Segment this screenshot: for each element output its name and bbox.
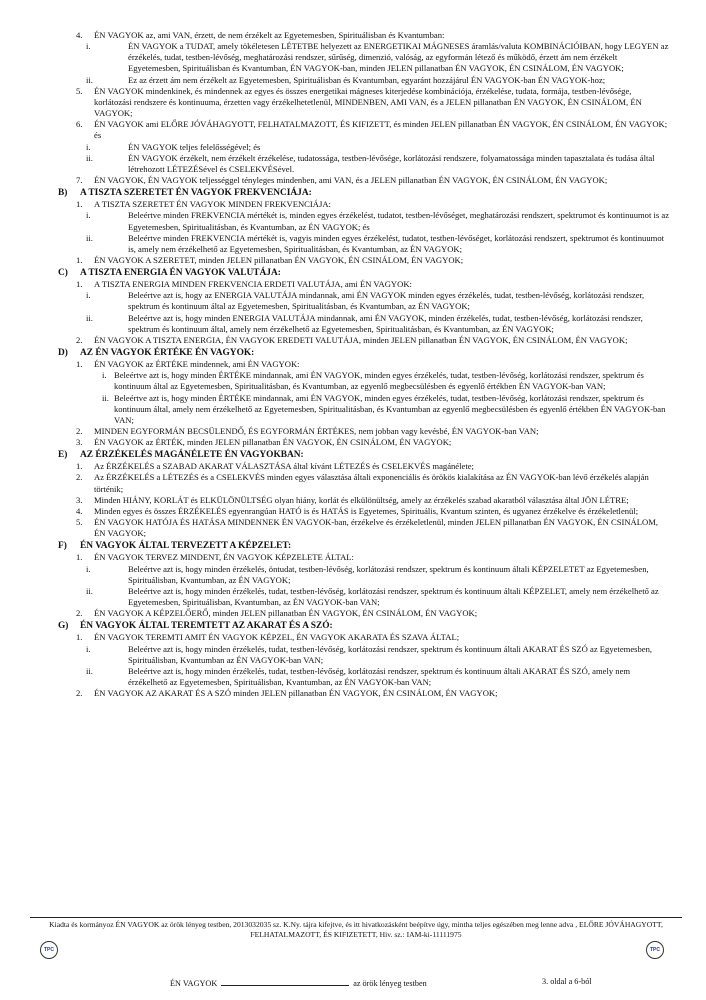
- clause-number: ii.: [86, 232, 93, 243]
- clause-number: i.: [86, 141, 91, 152]
- numbered-clause: [58, 506, 670, 517]
- clause-text: Beleértve azt is, hogy minden ÉRTÉKE mindannak, ami ÉN VAGYOK, minden egyes érzékelés, tudat, testben-lévőség, korlátozási rendszer, spektrum és kontinuum által az Egyetemesben, Spiritualitásban, és Kvantumban, az egyenlő megbecsülésben és egyenlő értékben ÉN VAGYOK-ban VAN;: [114, 370, 644, 392]
- numbered-clause: [58, 175, 670, 186]
- sub-clause: [58, 153, 670, 175]
- clause-number: 3.: [76, 437, 83, 448]
- clause-number: 1.: [76, 632, 83, 643]
- clause-text: Az ÉRZÉKELÉS a LÉTEZÉS és a CSELEKVÉS minden egyes választása általi exponenciális és örökös kialakítása az ÉN VAGYOK-ban lévő érzékelés alapján történik;: [94, 472, 649, 494]
- document-body: [58, 30, 670, 699]
- clause-text: MINDEN EGYFORMÁN BECSÜLENDŐ, ÉS EGYFORMÁN ÉRTÉKES, nem jobban vagy kevésbé, ÉN VAGYOK-ban VAN;: [94, 426, 539, 436]
- clause-number: i.: [86, 643, 91, 654]
- clause-text: Beleértve azt is, hogy minden érzékelés, tudat, testben-lévőség, korlátozási rendszer, spektrum és kontinuum általi AKARAT ÉS SZÓ, amely nem érzékelhető az Egyetemesben, Spirituálisban, Kvantumban, az ÉN VAGYOK-ban VAN;: [128, 665, 631, 687]
- numbered-clause: [58, 437, 670, 448]
- section-heading: [58, 187, 670, 199]
- clause-text: ÉN VAGYOK A KÉPZELŐERŐ, minden JELEN pillanatban ÉN VAGYOK, ÉN CSINÁLOM, ÉN VAGYOK;: [94, 608, 478, 619]
- clause-number: 2.: [76, 426, 83, 436]
- signature-block: [170, 977, 427, 989]
- sub-clause: [58, 644, 670, 666]
- clause-text: Az ÉRZÉKELÉS a SZABAD AKARAT VÁLASZTÁSA által kívánt LÉTEZÉS és CSELEKVÉS magánélete;: [94, 461, 474, 472]
- numbered-clause: [58, 199, 670, 210]
- section-letter: C): [58, 268, 68, 279]
- seal-logo-right: TPC: [646, 941, 664, 959]
- numbered-clause: [58, 461, 670, 472]
- clause-number: 1.: [76, 279, 83, 290]
- section-heading: [58, 347, 670, 359]
- clause-text: Minden HIÁNY, KORLÁT és ELKÜLÖNÜLTSÉG olyan hiány, korlát és elkülönültség, amely az érzékelés szabad akaratból választása által JÖN LÉTRE;: [94, 494, 629, 505]
- clause-number: 1.: [76, 461, 83, 472]
- clause-text: Minden egyes és összes ÉRZÉKELÉS egyenrangúan HATÓ is és HATÁS is Egyetemes, Spirituális, Kvantum szinten, és ugyanez érzékelve és érzékeletlenül;: [94, 505, 639, 516]
- sub-clause: [58, 142, 670, 153]
- numbered-clause: [58, 335, 670, 346]
- numbered-clause: [58, 495, 670, 506]
- clause-number: i.: [102, 370, 107, 381]
- clause-number: 2.: [76, 608, 83, 619]
- clause-text: ÉN VAGYOK TERVEZ MINDENT, ÉN VAGYOK KÉPZELETE ÁLTAL:: [94, 552, 354, 563]
- section-letter: B): [58, 188, 68, 199]
- clause-number: 2.: [76, 472, 83, 483]
- clause-number: 3.: [76, 494, 83, 505]
- section-heading: [58, 267, 670, 279]
- numbered-clause: [58, 255, 670, 266]
- page-number: 3. oldal a 6-ból: [542, 977, 592, 986]
- sub-clause: [58, 586, 670, 608]
- clause-number: 1.: [76, 552, 83, 563]
- clause-text: Beleértve minden FREKVENCIA mértékét is, vagyis minden egyes érzékelést, tudatot, testben-lévőséget, korlátozási rendszert, spektrumot és kontinuumot is, amely nem érzékelhető az Egyetemesben, Spiritualitásban, és Kvantumban, az ÉN VAGYOK;: [128, 232, 665, 254]
- clause-text: ÉN VAGYOK mindenkinek, és mindennek az egyes és összes energetikai mágneses kiterjedése kombinációja, érzékelése, tudata, formája, testben-lévősége, korlátozási rendszere és kontinuuma, érzetten vagy érzékelhetetlenül, MINDENBEN, AMI VAN, és a JELEN pillanatban ÉN VAGYOK, ÉN CSINÁLOM, ÉN VAGYOK;: [94, 85, 642, 119]
- clause-text: Beleértve azt is, hogy minden ENERGIA VALUTÁJA mindannak, ami ÉN VAGYOK, minden érzékelés, tudat, testben-lévőség, korlátozási rendszer, spektrum és kontinuum által, amely nem érzékelhető az Egyetemesben, Spiritualitásban, és Kvantumban, az ÉN VAGYOK;: [128, 312, 643, 334]
- clause-number: 5.: [76, 85, 83, 96]
- footer-notice: Kiadta és kormányoz ÉN VAGYOK az örök lényeg testben, 2013032035 sz. K.Ny. tájra kifejtve, és itt hivatkozásként beépítve úgy, mintha teljes egészében meg lenne adva , ELŐRE JÓVÁHAGYOTT, FELHATALMAZOTT, ÉS KIFIZETETT, Hiv. sz.: IAM-ki-11111975: [49, 920, 663, 939]
- sub-clause: [58, 290, 670, 312]
- clause-text: Beleértve azt is, hogy az ENERGIA VALUTÁJA mindannak, ami ÉN VAGYOK minden egyes érzékelés, tudat, testben-lévőség, korlátozási rendszer, spektrum és kontinuum által az Egyetemesben, Spiritualitásban, és Kvantumban, az ÉN VAGYOK;: [128, 290, 645, 312]
- clause-number: 4.: [76, 30, 83, 40]
- clause-text: ÉN VAGYOK, ÉN VAGYOK teljességgel tényleges mindenben, ami VAN, és a JELEN pillanatban ÉN VAGYOK, ÉN CSINÁLOM, ÉN VAGYOK;: [94, 175, 608, 186]
- clause-text: Beleértve azt is, hogy minden érzékelés, öntudat, testben-lévőség, korlátozási rendszer, spektrum és kontinuum általi KÉPZELETET az Egyetemesben, Spirituálisban, Kvantumban, az ÉN VAGYOK;: [128, 563, 649, 585]
- clause-text: Ez az érzett ám nem érzékelt az Egyetemesben, Spirituálisban és Kvantumban, egyaránt hozzájárul ÉN VAGYOK-ban ÉN VAGYOK-hoz;: [128, 74, 606, 85]
- clause-text: ÉN VAGYOK érzékelt, nem érzékelt érzékelése, tudatossága, testben-lévősége, korlátozási rendszere, folyamatossága minden tapasztalata és tudása által létrehozott LÉTEZÉSével és CSELEKVÉSével.: [128, 152, 655, 174]
- numbered-clause: [58, 472, 670, 494]
- clause-text: Beleértve minden FREKVENCIA mértékét is, minden egyes érzékelést, tudatot, testben-lévőséget, meghatározási rendszert, spektrumot és kontinuumot is az Egyetemesben, Spiritualitásban, és Kvantumban, az ÉN VAGYOK; és: [128, 210, 670, 232]
- numbered-clause: [58, 688, 670, 699]
- sub-clause: [58, 370, 670, 392]
- clause-number: 2.: [76, 688, 83, 699]
- clause-text: Beleértve azt is, hogy minden ÉRTÉKE mindannak, ami ÉN VAGYOK, minden egyes érzékelés, tudat, testben-lévőség, korlátozási rendszer, spektrum és kontinuum által, amely nem érzékelhető az Egyetemesben, Spiritualitásban, és Kvantumban az egyenlő megbecsülésben és egyenlő értékben ÉN VAGYOK-ban VAN;: [114, 392, 666, 425]
- sub-clause: [58, 75, 670, 86]
- clause-text: ÉN VAGYOK ami ELŐRE JÓVÁHAGYOTT, FELHATALMAZOTT, ÉS KIFIZETT, és minden JELEN pillanatban ÉN VAGYOK, ÉN CSINÁLOM, ÉN VAGYOK; és: [94, 119, 668, 141]
- sub-clause: [58, 393, 670, 426]
- clause-number: i.: [86, 290, 91, 301]
- section-title: ÉN VAGYOK ÁLTAL TEREMTETT AZ AKARAT ÉS A SZÓ:: [80, 621, 333, 632]
- clause-number: 1.: [76, 254, 83, 265]
- numbered-clause: [58, 119, 670, 141]
- numbered-clause: [58, 632, 670, 643]
- clause-text: ÉN VAGYOK A SZERETET, minden JELEN pillanatban ÉN VAGYOK, ÉN CSINÁLOM, ÉN VAGYOK;: [94, 254, 464, 265]
- clause-number: 1.: [76, 199, 83, 210]
- clause-number: 1.: [76, 359, 83, 370]
- numbered-clause: [58, 359, 670, 370]
- clause-text: ÉN VAGYOK az ÉRTÉK, minden JELEN pillanatban ÉN VAGYOK, ÉN CSINÁLOM, ÉN VAGYOK;: [94, 437, 452, 448]
- section-heading: [58, 620, 670, 632]
- clause-number: 7.: [76, 175, 83, 186]
- numbered-clause: [58, 279, 670, 290]
- clause-number: i.: [86, 210, 91, 221]
- clause-text: ÉN VAGYOK TEREMTI AMIT ÉN VAGYOK KÉPZEL, ÉN VAGYOK AKARATA ÉS SZAVA ÁLTAL;: [94, 632, 460, 643]
- section-title: A TISZTA SZERETET ÉN VAGYOK FREKVENCIÁJA:: [80, 188, 312, 199]
- clause-number: 6.: [76, 119, 83, 130]
- sub-clause: [58, 313, 670, 335]
- clause-number: ii.: [86, 312, 93, 323]
- section-letter: G): [58, 621, 69, 632]
- sub-clause: [58, 666, 670, 688]
- numbered-clause: [58, 608, 670, 619]
- sub-clause: [58, 41, 670, 74]
- clause-number: 2.: [76, 334, 83, 345]
- section-heading: [58, 540, 670, 552]
- clause-text: ÉN VAGYOK AZ AKARAT ÉS A SZÓ minden JELEN pillanatban ÉN VAGYOK, ÉN CSINÁLOM, ÉN VAGYOK;: [94, 688, 498, 699]
- section-title: AZ ÉN VAGYOK ÉRTÉKE ÉN VAGYOK:: [80, 348, 255, 359]
- sub-clause: [58, 564, 670, 586]
- sub-clause: [58, 210, 670, 232]
- section-letter: E): [58, 450, 68, 461]
- clause-number: ii.: [102, 392, 109, 403]
- clause-text: A TISZTA SZERETET ÉN VAGYOK MINDEN FREKVENCIÁJA:: [94, 199, 331, 210]
- numbered-clause: [58, 552, 670, 563]
- signature-blank: [221, 977, 349, 986]
- section-letter: D): [58, 348, 68, 359]
- clause-number: i.: [86, 41, 91, 52]
- clause-text: ÉN VAGYOK A TISZTA ENERGIA, ÉN VAGYOK EREDETI VALUTÁJA, minden JELEN pillanatban ÉN VAGYOK, ÉN CSINÁLOM, ÉN VAGYOK;: [94, 334, 628, 345]
- clause-text: Beleértve azt is, hogy minden érzékelés, tudat, testben-lévőség, korlátozási rendszer, spektrum és kontinuum általi AKARAT ÉS SZÓ az Egyetemesben, Spirituálisban, Kvantumban az ÉN VAGYOK-ban VAN;: [128, 643, 653, 665]
- numbered-clause: [58, 517, 670, 539]
- seal-logo-left: TPC: [40, 941, 58, 959]
- signature-label-right: az örök lényeg testben: [353, 979, 427, 988]
- section-title: AZ ÉRZÉKELÉS MAGÁNÉLETE ÉN VAGYOKBAN:: [80, 450, 304, 461]
- clause-text: ÉN VAGYOK HATÓJA ÉS HATÁSA MINDENNEK ÉN VAGYOK-ban, érzékelve és érzékeletlenül, minden JELEN pillanatban ÉN VAGYOK, ÉN CSINÁLOM, ÉN VAGYOK;: [94, 517, 659, 539]
- section-title: ÉN VAGYOK ÁLTAL TERVEZETT A KÉPZELET:: [80, 541, 292, 552]
- clause-number: ii.: [86, 585, 93, 596]
- clause-number: ii.: [86, 665, 93, 676]
- clause-number: ii.: [86, 74, 93, 85]
- clause-text: ÉN VAGYOK a TUDAT, amely tökéletesen LÉTETBE helyezett az ENERGETIKAI MÁGNESES áramlás/valuta KOMBINÁCIÓIBAN, hogy LEGYEN az érzékelés, tudat, testben-lévőség, meghatározási rendszer, sűrűség, dimenzió, valóság, az egyformán létező és működő, érzett ám nem érzékelt Egyetemesben, Spirituálisban és Kvantumban, ÉN VAGYOK-ban, minden JELEN pillanatban ÉN VAGYOK, ÉN CSINÁLOM, ÉN VAGYOK;: [128, 41, 669, 74]
- clause-number: ii.: [86, 152, 93, 163]
- section-title: A TISZTA ENERGIA ÉN VAGYOK VALUTÁJA:: [80, 268, 281, 279]
- clause-text: A TISZTA ENERGIA MINDEN FREKVENCIA ERDETI VALUTÁJA, ami ÉN VAGYOK:: [94, 279, 412, 290]
- clause-number: i.: [86, 563, 91, 574]
- clause-text: Beleértve azt is, hogy minden érzékelés, tudat, testben-lévőség, korlátozási rendszer, spektrum és kontinuum általi KÉPZELET, amely nem érzékelhető az Egyetemesben, Spirituálisban, Kvantumban, az ÉN VAGYOK-ban VAN;: [128, 585, 659, 608]
- signature-label-left: ÉN VAGYOK: [170, 979, 218, 988]
- numbered-clause: [58, 30, 670, 41]
- clause-text: ÉN VAGYOK az ÉRTÉKE mindennek, ami ÉN VAGYOK:: [94, 359, 300, 370]
- section-heading: [58, 449, 670, 461]
- numbered-clause: [58, 426, 670, 437]
- footer-divider: [30, 917, 682, 918]
- clause-number: 5.: [76, 517, 83, 528]
- sub-clause: [58, 233, 670, 255]
- clause-text: ÉN VAGYOK az, ami VAN, érzett, de nem érzékelt az Egyetemesben, Spirituálisban és Kvantumban:: [94, 30, 445, 40]
- numbered-clause: [58, 86, 670, 119]
- clause-number: 4.: [76, 505, 83, 516]
- clause-text: ÉN VAGYOK teljes felelősségével; és: [128, 141, 261, 152]
- section-letter: F): [58, 541, 67, 552]
